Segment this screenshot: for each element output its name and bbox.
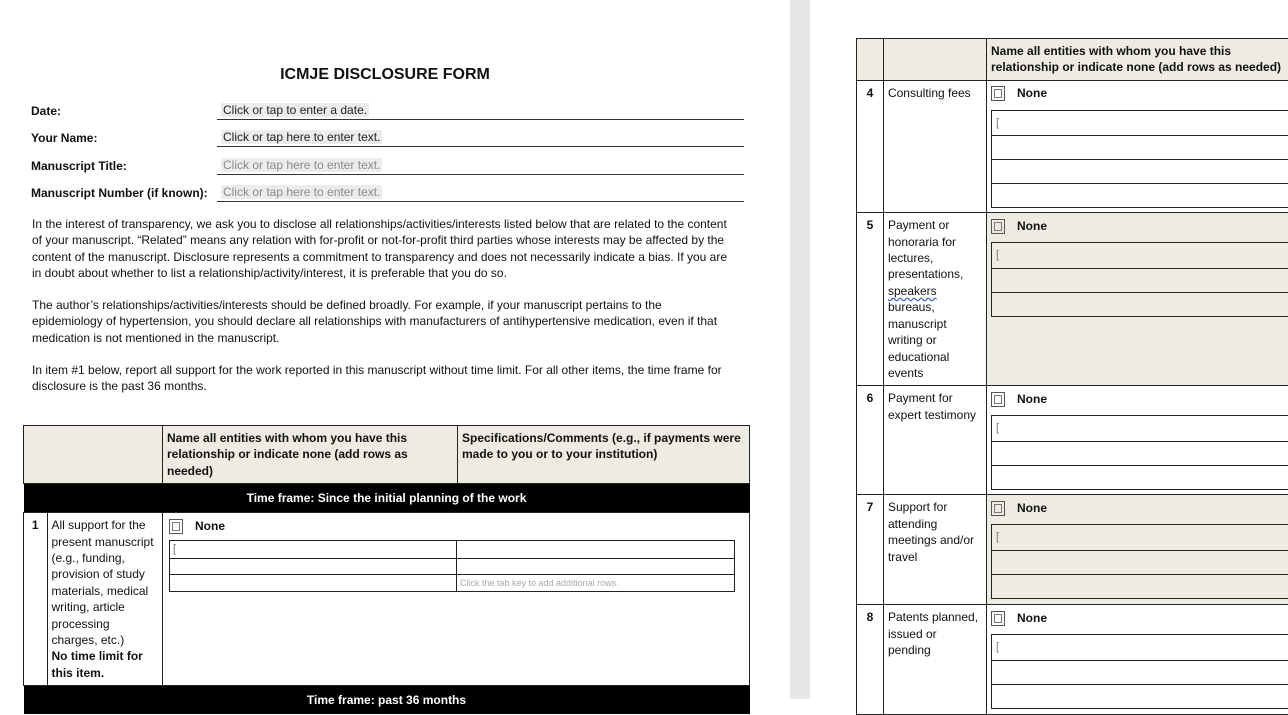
none-checkbox[interactable] [169,519,183,534]
none-checkbox[interactable] [991,86,1005,101]
row-response [987,80,1288,212]
entity-cell[interactable] [170,558,457,574]
none-checkbox[interactable] [991,501,1005,516]
entity-cell[interactable] [992,136,1288,160]
spec-cell[interactable] [457,541,735,558]
disclosure-table [23,425,750,714]
tab-hint: Click the tab key to add additional rows. [457,574,735,591]
manuscript-title-value[interactable]: Click or tap here to enter text. [221,158,382,172]
entity-entry-table [991,634,1288,708]
row-number: 4 [857,80,884,212]
none-checkbox[interactable] [991,219,1005,234]
entity-cell[interactable]: [ [992,110,1288,135]
col-header-entities: Name all entities with whom you have this relationship or indicate none (add rows as needed) [163,426,458,484]
name-value[interactable]: Click or tap here to enter text. [221,130,382,144]
manuscript-number-value[interactable]: Click or tap here to enter text. [221,185,382,199]
timeframe-bar-2: Time frame: past 36 months [24,686,750,715]
item-label [47,513,163,686]
intro-paragraph-2: The author’s relationships/activities/interests should be defined broadly. For example, if your manuscript pertains to the epidemiology of hypertension, you should declare all relationships with manufacturers of antihypertensive medication, even if that medication is not mentioned in the manuscript. [32,297,732,346]
none-label: None [195,519,225,533]
name-field[interactable] [217,129,744,147]
row-response [987,605,1288,715]
entity-cell[interactable] [992,465,1288,489]
page-gutter [790,0,810,699]
manuscript-number-field[interactable] [217,184,744,202]
entity-cell[interactable] [992,684,1288,708]
date-label: Date: [31,104,61,118]
intro-paragraph-1: In the interest of transparency, we ask you to disclose all relationships/activities/interests listed below that are related to the content of your manuscript. “Related” means any relation with for-profit or not-for-profit third parties whose interests may be affected by the content of the manuscript. Disclosure represents a commitment to transparency and does not necessarily indicate a bias. If you are in doubt about whether to list a relationship/activity/interest, it is preferable that you do so. [32,216,732,282]
row-number: 8 [857,605,884,715]
entity-cell[interactable] [170,574,457,591]
entity-cell[interactable] [992,550,1288,574]
manuscript-number-label: Manuscript Number (if known): [31,186,208,200]
row-response [987,495,1288,605]
entity-cell[interactable]: [ [992,243,1288,268]
row-label: Payment or honoraria for lectures, presentations, speakers bureaus, manuscript writing or educational events [883,213,986,386]
row-label: Consulting fees [883,80,986,212]
entity-cell[interactable]: [ [992,525,1288,550]
row-number: 7 [857,495,884,605]
entity-cell[interactable]: [ [992,416,1288,441]
spellcheck-word: speakers [888,284,937,298]
entity-cell[interactable]: [ [992,635,1288,660]
item-number: 1 [24,513,48,686]
item-description: All support for the present manuscript (e.g., funding, provision of study materials, medical writing, article processing charges, etc.) [52,518,154,647]
entity-cell[interactable] [992,660,1288,684]
none-checkbox[interactable] [991,392,1005,407]
col-header-specs: Specifications/Comments (e.g., if payments were made to you or to your institution) [458,426,750,484]
manuscript-title-field[interactable] [217,157,744,175]
entity-cell[interactable] [992,160,1288,184]
none-label: None [1017,86,1047,100]
none-label: None [1017,611,1047,625]
item-time-note: No time limit for this item. [52,648,159,681]
entity-cell[interactable] [992,441,1288,465]
right-disclosure-table [856,38,1288,715]
none-label: None [1017,392,1047,406]
date-field[interactable] [217,102,744,120]
entity-cell[interactable]: [ [170,541,457,558]
row-number: 6 [857,386,884,495]
item-response-area [163,513,750,686]
row-label: Support for attending meetings and/or travel [883,495,986,605]
entity-cell[interactable] [992,268,1288,292]
spec-cell[interactable] [457,558,735,574]
row-response [987,386,1288,495]
none-label: None [1017,501,1047,515]
entity-entry-table [991,110,1288,208]
row-label: Payment for expert testimony [883,386,986,495]
entity-cell[interactable] [992,184,1288,208]
none-checkbox[interactable] [991,611,1005,626]
row-label: Patents planned, issued or pending [883,605,986,715]
right-col-header: Name all entities with whom you have this relationship or indicate none (add rows as needed) [987,39,1288,81]
entity-entry-table [991,415,1288,489]
timeframe-bar-1: Time frame: Since the initial planning of the work [24,484,750,513]
entity-entry-table [991,242,1288,316]
entity-cell[interactable] [992,292,1288,316]
manuscript-title-label: Manuscript Title: [31,159,127,173]
form-title: ICMJE DISCLOSURE FORM [0,66,770,84]
entity-entry-table [991,524,1288,598]
name-label: Your Name: [31,131,97,145]
intro-paragraph-3: In item #1 below, report all support for the work reported in this manuscript without time limit. For all other items, the time frame for disclosure is the past 36 months. [32,362,732,395]
row-number: 5 [857,213,884,386]
entity-entry-table [169,540,735,592]
date-value[interactable]: Click or tap to enter a date. [221,103,369,117]
row-response [987,213,1288,386]
none-label: None [1017,219,1047,233]
entity-cell[interactable] [992,574,1288,598]
